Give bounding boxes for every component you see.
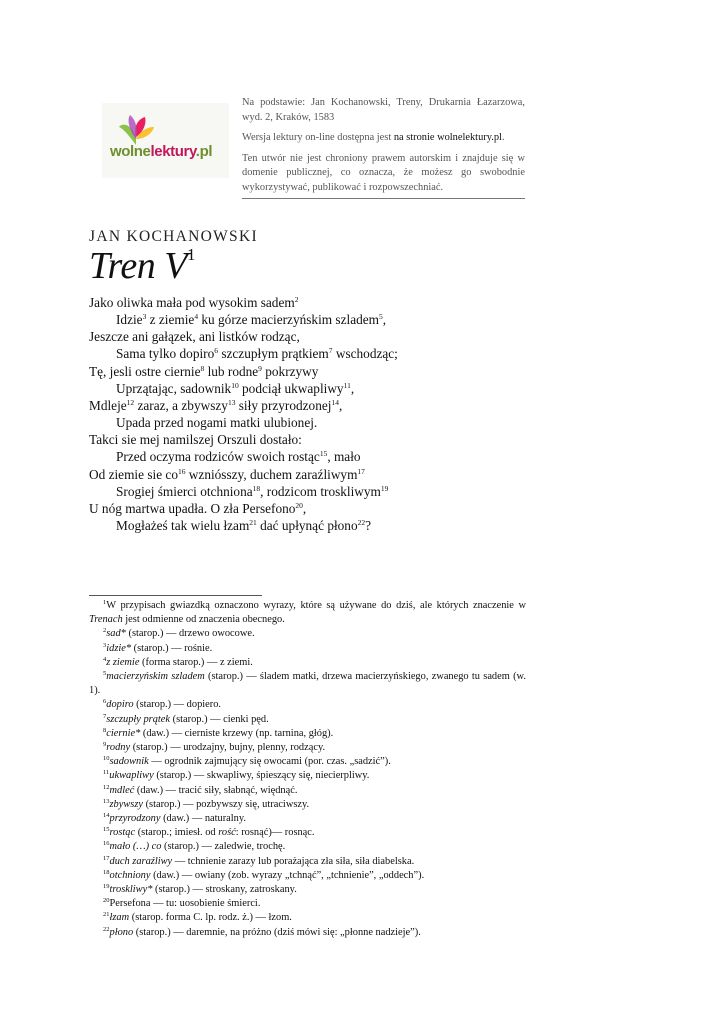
footnote-ref[interactable]: 8: [200, 363, 205, 373]
italic-term: zbywszy: [109, 798, 143, 810]
poem-line: [89, 311, 529, 328]
footnote-number[interactable]: 11: [103, 769, 110, 777]
text-segment: Tę, jesli ostre ciernie: [89, 363, 201, 379]
text-segment: (starop.) — daremnie, na próżno (dziś mówi się: „płonne nadzieje”).: [133, 926, 421, 938]
text-segment: (starop.) — skwapliwy, śpieszący się, niecierpliwy.: [153, 770, 370, 782]
text-segment: ,: [350, 380, 355, 396]
footnote-number[interactable]: 15: [103, 826, 110, 834]
text-segment: Uprzątając, sadownik: [116, 380, 232, 396]
text-segment: (daw.) — cierniste krzewy (np. tarnina, głóg).: [140, 727, 334, 739]
footnote-item: [89, 840, 526, 854]
footnote-item: [89, 784, 526, 798]
text-segment: — ogrodnik zajmujący się owocami (por. czas. „sadzić”).: [148, 756, 391, 768]
footnote-number[interactable]: 2: [103, 627, 107, 635]
italic-term: przyrodzony: [109, 813, 161, 825]
italic-term: rostąc: [109, 827, 136, 839]
footnote-ref[interactable]: 15: [319, 449, 328, 459]
text-segment: Sama tylko dopiro: [116, 346, 215, 362]
footnote-item: [89, 713, 526, 727]
text-segment: (starop. forma C. lp. rodz. ż.) — łzom.: [129, 912, 292, 924]
text-segment: (starop.) — stroskany, zatroskany.: [152, 884, 297, 896]
footnote-number[interactable]: 10: [103, 755, 110, 763]
italic-term: troskliwy*: [109, 884, 153, 896]
text-segment: , rodzicom troskliwym: [260, 483, 381, 499]
text-segment: zaraz, a zbywszy: [134, 397, 228, 413]
footnote-ref[interactable]: 16: [177, 466, 186, 476]
italic-term: ciernie*: [106, 727, 141, 739]
footnote-item: [89, 670, 526, 698]
footnote-number[interactable]: 12: [103, 783, 110, 791]
text-segment: (daw.) — owiany (zob. wyrazy „tchnąć”, „tchnienie”, „oddech”).: [150, 869, 425, 881]
italic-term: mdleć: [109, 784, 135, 796]
poem-line: [89, 414, 529, 431]
poem-title: Tren $V^1$: [89, 245, 195, 287]
footnote-number[interactable]: 18: [103, 868, 110, 876]
footnote-ref[interactable]: 9: [258, 363, 262, 373]
text-segment: (daw.) — naturalny.: [160, 813, 246, 825]
text-segment: lub rodne: [204, 363, 259, 379]
footnote-item: [89, 769, 526, 783]
footnote-ref[interactable]: 20: [295, 500, 303, 510]
text-segment: Upada przed nogami matki ulubionej.: [116, 415, 318, 431]
footnote-item: [89, 599, 526, 627]
text-segment: , mało: [327, 449, 361, 465]
footnote-ref[interactable]: 21: [249, 518, 257, 528]
footnote-ref[interactable]: 10: [231, 380, 239, 390]
footnote-ref[interactable]: 7: [328, 346, 333, 356]
poem-body: [89, 294, 529, 534]
italic-term: idzie*: [106, 642, 132, 654]
footnote-item: [89, 869, 526, 883]
text-segment: Mogłażeś tak wielu łzam: [116, 518, 250, 534]
text-segment: (starop.) — zaledwie, trochę.: [161, 841, 286, 853]
footnotes: [89, 599, 526, 940]
italic-term: sad*: [106, 628, 126, 640]
text-segment: szczupłym prątkiem: [218, 346, 329, 362]
italic-term: z ziemie: [106, 656, 140, 668]
text-segment: (starop.; imiesł. od: [135, 827, 219, 839]
footnote-number[interactable]: 14: [103, 812, 110, 820]
text-segment: wzniósszy, duchem zaraźliwym: [185, 466, 358, 482]
text-segment: : rosnąć)— rosnąc.: [235, 827, 315, 839]
footnote-item: [89, 755, 526, 769]
footnote-number[interactable]: 6: [103, 698, 107, 706]
italic-term: duch zaraźliwy: [109, 855, 173, 867]
footnote-number[interactable]: 1: [103, 599, 107, 606]
text-segment: (starop.) — drzewo owocowe.: [125, 628, 255, 640]
footnote-number[interactable]: 20: [103, 897, 110, 905]
text-segment: Idzie: [116, 312, 143, 328]
text-segment: W przypisach gwiazdką oznaczono wyrazy, które są używane do dziś, ale których znaczenie w: [106, 600, 526, 611]
footnote-item: [89, 698, 526, 712]
text-segment: Przed oczyma rodziców swoich rostąc: [116, 449, 320, 465]
text-segment: jest odmienne od znaczenia obecnego.: [122, 614, 285, 626]
footnote-number[interactable]: 4: [103, 655, 107, 663]
poem-line: [89, 500, 529, 517]
text-segment: Mdleje: [89, 397, 127, 413]
wolnelektury-logo[interactable]: [102, 103, 229, 178]
footnote-ref[interactable]: 14: [331, 397, 339, 407]
poem-line: [89, 345, 529, 362]
text-segment: (starop.) — dopiero.: [133, 699, 222, 711]
footnote-ref[interactable]: 3: [142, 312, 147, 322]
footnote-ref[interactable]: 11: [343, 380, 351, 390]
author-name: JAN KOCHANOWSKI: [89, 228, 258, 245]
license-note: Ten utwór nie jest chroniony prawem autorskim i znajduje się w domenie publicznej, co oznacza, że możesz go swobodnie wykorzystywać, publikować i rozpowszechniać.: [242, 152, 525, 193]
text-segment: (forma starop.) — z ziemi.: [139, 656, 253, 668]
wolnelektury-link[interactable]: na stronie wolnelektury.pl: [393, 132, 502, 143]
footnote-ref[interactable]: 4: [194, 312, 199, 322]
footnote-item: [89, 812, 526, 826]
footnote-item: [89, 826, 526, 840]
italic-term: łzam: [109, 912, 130, 924]
text-segment: dać upłynąć płono: [256, 518, 358, 534]
footnote-item: [89, 926, 526, 940]
text-segment: z ziemie: [146, 312, 195, 328]
footnote-item: [89, 883, 526, 897]
italic-term: ukwapliwy: [109, 770, 154, 782]
footnote-ref[interactable]: 19: [380, 483, 389, 493]
footnote-item: [89, 897, 526, 911]
poem-line: [89, 363, 529, 380]
text-segment: ,: [338, 397, 343, 413]
poem-line: [89, 380, 529, 397]
footnote-number[interactable]: 22: [103, 925, 110, 933]
footnote-ref[interactable]: 5: [379, 312, 383, 322]
source-line: Na podstawie: Jan Kochanowski, Treny, Drukarnia Łazarzowa, wyd. 2, Kraków, 1583: [242, 97, 525, 123]
text-segment: siły przyrodzonej: [235, 397, 332, 413]
footnote-number[interactable]: 7: [103, 712, 107, 720]
footnote-number[interactable]: 19: [103, 883, 110, 891]
footnote-number[interactable]: 9: [103, 741, 107, 749]
text-segment: Jako oliwka mała pod wysokim sadem: [89, 295, 295, 310]
poem-line: [89, 328, 529, 345]
footnote-item: [89, 656, 526, 670]
footnote-number[interactable]: 5: [103, 670, 107, 678]
footnote-number[interactable]: 16: [103, 840, 110, 848]
footnote-ref[interactable]: 13: [227, 397, 236, 407]
text-segment: (starop.) — urodzajny, bujny, plenny, rodzący.: [130, 742, 326, 754]
poem-line: [89, 517, 529, 534]
footnote-number[interactable]: 3: [103, 641, 107, 649]
footnote-ref[interactable]: 17: [357, 466, 365, 476]
poem-line: [89, 294, 529, 311]
footnote-item: [89, 855, 526, 869]
poem-line: [89, 431, 529, 448]
title-footnote-ref[interactable]: 1: [187, 245, 195, 264]
footnote-number[interactable]: 13: [103, 797, 110, 805]
text-segment: (starop.) — rośnie.: [131, 642, 213, 654]
footnote-item: [89, 727, 526, 741]
text-segment: ku górze macierzyńskim szladem: [198, 312, 379, 328]
italic-term: Trenach: [89, 614, 123, 626]
footnote-ref[interactable]: 22: [357, 518, 366, 528]
footnote-item: [89, 642, 526, 656]
text-segment: wschodząc;: [332, 346, 398, 362]
poem-line: [89, 483, 529, 500]
text-segment: (daw.) — tracić siły, słabnąć, więdnąć.: [134, 784, 298, 796]
text-segment: (starop.) — pozbywszy się, utraciwszy.: [142, 798, 310, 810]
text-segment: Persefona — tu: uosobienie śmierci.: [109, 898, 261, 910]
text-segment: Od ziemie sie co: [89, 466, 178, 482]
italic-term: szczupły prątek: [106, 713, 171, 725]
text-segment: Takci sie mej namilszej Orszuli dostało:: [89, 432, 302, 448]
footnote-number[interactable]: 8: [103, 726, 107, 734]
italic-term: dopiro: [106, 699, 134, 711]
source-info: [242, 96, 525, 201]
footnote-number[interactable]: 17: [103, 854, 110, 862]
text-segment: ?: [365, 518, 372, 534]
text-segment: (starop.) — śladem matki, drzewa macierzyńskiego, zwanego tu sadem (w. 1).: [89, 671, 526, 697]
text-segment: (starop.) — cienki pęd.: [170, 713, 269, 725]
footnote-item: [89, 627, 526, 641]
italic-term: sadownik: [109, 756, 149, 768]
footnote-item: [89, 911, 526, 925]
text-segment: pokrzywy: [261, 363, 319, 379]
footnote-divider: [89, 595, 262, 596]
poem-line: [89, 448, 529, 465]
header-divider: [242, 198, 525, 199]
text-segment: — tchnienie zarazy lub porażająca zła siła, siła diabelska.: [172, 855, 415, 867]
text-segment: podciął ukwapliwy: [238, 380, 344, 396]
italic-term: płono: [109, 926, 134, 938]
text-segment: ,: [382, 312, 387, 328]
footnote-ref[interactable]: 6: [214, 346, 218, 356]
text-segment: ,: [302, 500, 307, 516]
logo-wordmark: wolnelektury.pl: [110, 143, 213, 160]
text-segment: U nóg martwa upadła. O zła Persefono: [89, 500, 296, 516]
footnote-item: [89, 741, 526, 755]
text-segment: Srogiej śmierci otchniona: [116, 483, 253, 499]
footnote-item: [89, 798, 526, 812]
poem-line: [89, 466, 529, 483]
footnote-ref[interactable]: 18: [252, 483, 261, 493]
footnote-ref[interactable]: 2: [294, 295, 299, 304]
italic-term: rość: [218, 827, 236, 839]
italic-term: macierzyńskim szladem: [106, 671, 205, 683]
text-segment: Jeszcze ani gałązek, ani listków rodząc,: [89, 329, 300, 345]
footnote-number[interactable]: 21: [103, 911, 110, 919]
italic-term: otchniony: [109, 869, 151, 881]
online-version-note: Wersja lektury on-line dostępna jest na stronie wolnelektury.pl.: [242, 132, 505, 143]
footnote-ref[interactable]: 12: [126, 397, 135, 407]
poem-line: [89, 397, 529, 414]
italic-term: rodny: [106, 742, 131, 754]
italic-term: mało (…) co: [109, 841, 162, 853]
